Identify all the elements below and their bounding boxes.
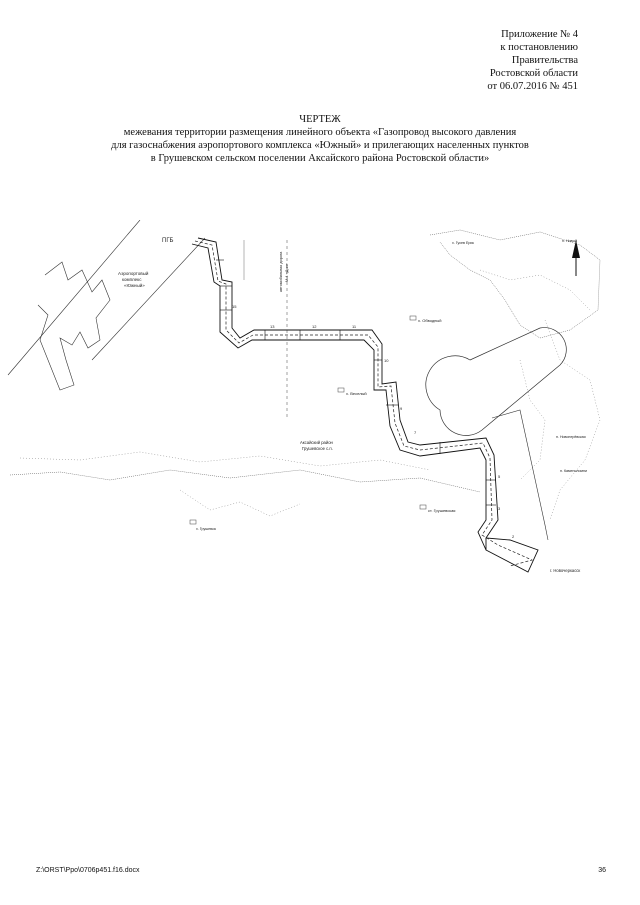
district-label: Аксайский район [300, 440, 333, 445]
settlement-marker [410, 316, 416, 320]
city-label: г. Новочеркасск [550, 568, 581, 573]
highway-label: автомобильная дорога [279, 251, 283, 292]
settlement-outline [545, 320, 600, 520]
settlement-outline [430, 230, 600, 338]
title-block [60, 113, 580, 165]
pgb-label: ПГБ [162, 238, 174, 244]
river-line [10, 470, 480, 492]
segment-number: 9 [400, 406, 403, 411]
title-line: в Грушевском сельском поселении Аксайского района Ростовской области» [150, 153, 490, 164]
page-number: 36 [598, 867, 606, 874]
segment-number: 7 [414, 430, 417, 435]
segment-number: 2 [512, 534, 515, 539]
appendix-line: от 06.07.2016 № 451 [487, 81, 578, 92]
route-map [0, 220, 640, 600]
airport-label: комплекс [122, 277, 142, 282]
village-label: п. Новый [562, 239, 578, 243]
appendix-line: Правительства [511, 55, 578, 66]
village-label: х. Гусев Ерик [452, 241, 474, 245]
river-line [180, 490, 300, 516]
settlement-outline [480, 270, 590, 310]
appendix-block [378, 28, 578, 93]
segment-number: 13 [270, 324, 275, 329]
appendix-line: Ростовской области [489, 68, 578, 79]
district-label: Грушевское с.п. [302, 446, 333, 451]
airport-outline [38, 262, 110, 390]
village-label: х. Обводный [418, 318, 442, 323]
document-heading: ЧЕРТЕЖ [299, 114, 341, 125]
segment-number: 11 [352, 324, 357, 329]
airport-label: «Южный» [124, 283, 145, 288]
airport-label: Аэропортовый [118, 271, 149, 276]
pipeline-corridor [192, 244, 486, 550]
appendix-line: к постановлению [500, 42, 578, 53]
river-line [20, 452, 430, 470]
village-label: п. Каменоломни [560, 469, 588, 473]
segment-number: 15 [232, 304, 237, 309]
settlement-marker [420, 505, 426, 509]
highway-label: М-4 «Дон» [285, 263, 289, 282]
pipeline-axis [195, 241, 532, 566]
segment-number: 5 [498, 474, 501, 479]
village-label: ст. Грушевская [428, 508, 456, 513]
reservoir-outline [426, 328, 566, 436]
appendix-line: Приложение № 4 [501, 29, 578, 40]
settlement-outline [520, 360, 545, 480]
village-label: п. Новоперёвская [556, 435, 586, 439]
title-line: для газоснабжения аэропортового комплекса «Южный» и прилегающих населенных пунктов [111, 140, 529, 151]
segment-ticks [216, 260, 496, 505]
village-label: х. Веселый [346, 391, 367, 396]
segment-number: 10 [384, 358, 389, 363]
settlement-marker [338, 388, 344, 392]
boundary-line [492, 410, 548, 540]
airport-boundary-line [8, 220, 140, 375]
village-label: х. Грушевка [196, 527, 216, 531]
title-line: межевания территории размещения линейного объекта «Газопровод высокого давления [123, 127, 517, 138]
pipeline-corridor [198, 238, 538, 572]
segment-number: 12 [312, 324, 317, 329]
settlement-marker [190, 520, 196, 524]
segment-number: 3 [498, 506, 501, 511]
file-path: Z:\ORST\Ppo\0706p451.f16.docx [36, 867, 140, 874]
